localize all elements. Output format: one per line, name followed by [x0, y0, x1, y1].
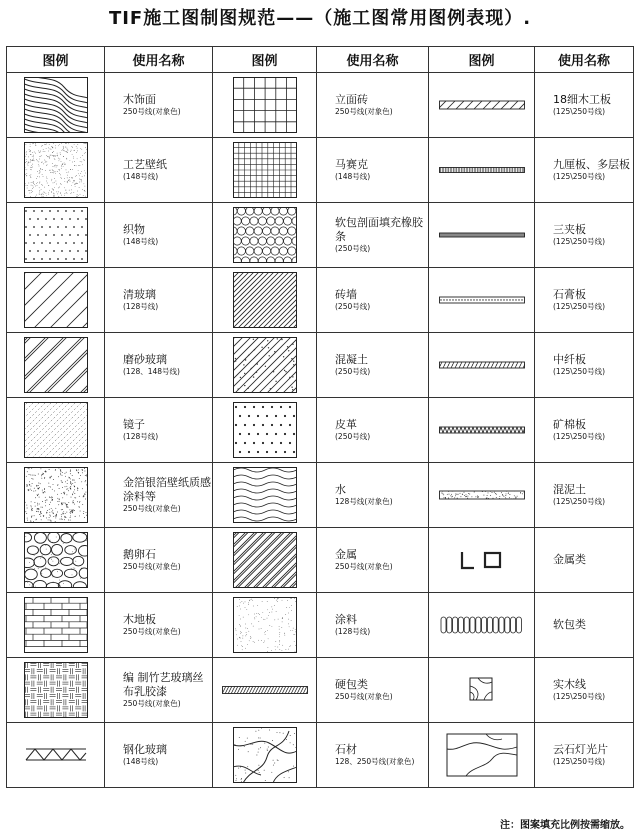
legend-table	[6, 46, 634, 788]
header-name: 使用名称	[535, 47, 634, 73]
line-spec: (125\250号线)	[553, 692, 606, 701]
line-spec: (148号线)	[123, 237, 159, 246]
material-name-cell	[317, 463, 429, 528]
line-spec: (125\250号线)	[553, 107, 606, 116]
diag-dense-swatch	[213, 268, 317, 333]
material-name: 混凝土	[335, 353, 368, 366]
legend-row	[7, 593, 634, 658]
material-name: 九厘板、多层板	[553, 158, 630, 171]
material-name-cell	[105, 463, 213, 528]
material-name: 18细木工板	[553, 93, 611, 106]
line-spec: 250号线(对象色)	[123, 504, 181, 513]
line-spec: (125\250号线)	[553, 172, 606, 181]
material-name-cell	[105, 333, 213, 398]
metal-swatch	[213, 528, 317, 593]
material-name: 镜子	[123, 418, 145, 431]
material-name: 矿棉板	[553, 418, 586, 431]
waves-swatch	[213, 463, 317, 528]
hard-pack-swatch	[213, 658, 317, 723]
board-dense-swatch	[429, 138, 535, 203]
material-name: 编 制竹艺玻璃丝布乳胶漆	[123, 671, 204, 698]
board-dots-swatch	[429, 268, 535, 333]
material-name: 金属	[335, 548, 357, 561]
material-name: 云石灯光片	[553, 743, 608, 756]
material-name: 石膏板	[553, 288, 586, 301]
line-spec: (125\250号线)	[553, 237, 606, 246]
material-name-cell	[317, 333, 429, 398]
legend-row	[7, 268, 634, 333]
line-spec: (128号线)	[123, 432, 159, 441]
material-name-cell	[317, 593, 429, 658]
line-spec: (125\250号线)	[553, 497, 606, 506]
line-spec: (125\250号线)	[553, 302, 606, 311]
line-spec: 128、250号线(对象色)	[335, 757, 415, 766]
material-name: 皮革	[335, 418, 357, 431]
line-spec: 250号线(对象色)	[123, 107, 181, 116]
material-name-cell	[317, 268, 429, 333]
dots-fine-swatch	[7, 138, 105, 203]
material-name: 石材	[335, 743, 357, 756]
floorboard-swatch	[7, 593, 105, 658]
line-spec: 128号线(对象色)	[335, 497, 393, 506]
tempered-swatch	[7, 723, 105, 788]
material-name-cell	[535, 268, 634, 333]
line-spec: 250号线(对象色)	[123, 627, 181, 636]
material-name: 硬包类	[335, 678, 368, 691]
header-legend: 图例	[213, 47, 317, 73]
material-name-cell	[535, 398, 634, 463]
concrete-swatch	[213, 333, 317, 398]
material-name: 木地板	[123, 613, 156, 626]
legend-row	[7, 398, 634, 463]
material-name-cell	[105, 593, 213, 658]
header-row	[7, 47, 634, 73]
speckle-swatch	[7, 463, 105, 528]
material-name-cell	[105, 723, 213, 788]
material-name-cell	[105, 398, 213, 463]
line-spec: 250号线(对象色)	[335, 107, 393, 116]
legend-row	[7, 658, 634, 723]
material-name: 磨砂玻璃	[123, 353, 167, 366]
material-name: 实木线	[553, 678, 586, 691]
material-name-cell	[535, 658, 634, 723]
material-name: 鹅卵石	[123, 548, 156, 561]
board-diag-swatch	[429, 73, 535, 138]
material-name-cell	[317, 723, 429, 788]
material-name: 软包剖面填充橡胶条	[335, 216, 423, 243]
material-name-cell	[535, 593, 634, 658]
wood-block-swatch	[429, 658, 535, 723]
material-name: 马赛克	[335, 158, 368, 171]
material-name-cell	[317, 398, 429, 463]
legend-row	[7, 73, 634, 138]
material-name-cell	[317, 73, 429, 138]
line-spec: (128号线)	[335, 627, 371, 636]
material-name: 砖墙	[335, 288, 357, 301]
paint-swatch	[213, 593, 317, 658]
material-name: 木饰面	[123, 93, 156, 106]
material-name-cell	[105, 528, 213, 593]
line-spec: (250号线)	[335, 432, 371, 441]
material-name: 中纤板	[553, 353, 586, 366]
metal-section-swatch	[429, 528, 535, 593]
material-name: 混泥土	[553, 483, 586, 496]
material-name-cell	[535, 138, 634, 203]
header-legend: 图例	[429, 47, 535, 73]
material-name: 三夹板	[553, 223, 586, 236]
material-name-cell	[105, 138, 213, 203]
header-name: 使用名称	[105, 47, 213, 73]
line-spec: (125\250号线)	[553, 757, 606, 766]
line-spec: (125\250号线)	[553, 367, 606, 376]
board-zigzag-swatch	[429, 398, 535, 463]
line-spec: (128号线)	[123, 302, 159, 311]
legend-row	[7, 528, 634, 593]
material-name: 清玻璃	[123, 288, 156, 301]
line-spec: (128、148号线)	[123, 367, 180, 376]
legend-row	[7, 463, 634, 528]
material-name: 立面砖	[335, 93, 368, 106]
wood-grain-swatch	[7, 73, 105, 138]
material-name-cell	[317, 658, 429, 723]
line-spec: 250号线(对象色)	[123, 699, 181, 708]
legend-row	[7, 203, 634, 268]
line-spec: (125\250号线)	[553, 432, 606, 441]
mirror-swatch	[7, 398, 105, 463]
material-name-cell	[317, 138, 429, 203]
material-name-cell	[317, 528, 429, 593]
material-name: 金箔银箔壁纸质感涂料等	[123, 476, 211, 503]
material-name-cell	[535, 723, 634, 788]
material-name-cell	[535, 528, 634, 593]
lightbox-swatch	[429, 723, 535, 788]
board-speckle-swatch	[429, 463, 535, 528]
material-name-cell	[535, 203, 634, 268]
material-name: 织物	[123, 223, 145, 236]
line-spec: (148号线)	[123, 757, 159, 766]
material-name: 工艺壁纸	[123, 158, 167, 171]
footnote: 注：图案填充比例按需缩放。	[500, 820, 630, 831]
material-name: 软包类	[553, 618, 586, 631]
material-name-cell	[535, 463, 634, 528]
material-name-cell	[105, 268, 213, 333]
material-name-cell	[105, 658, 213, 723]
hex-swatch	[213, 203, 317, 268]
legend-row	[7, 138, 634, 203]
legend-row	[7, 333, 634, 398]
page-title: TIF施工图制图规范——（施工图常用图例表现）.	[108, 8, 532, 29]
dots-sparse-swatch	[7, 203, 105, 268]
line-spec: 250号线(对象色)	[335, 692, 393, 701]
board-thin-swatch	[429, 203, 535, 268]
soft-pack-swatch	[429, 593, 535, 658]
line-spec: (148号线)	[123, 172, 159, 181]
material-name: 水	[335, 483, 346, 496]
header-legend: 图例	[7, 47, 105, 73]
grid-small-swatch	[213, 138, 317, 203]
material-name-cell	[317, 203, 429, 268]
material-name-cell	[535, 333, 634, 398]
line-spec: 250号线(对象色)	[335, 562, 393, 571]
stone-swatch	[213, 723, 317, 788]
header-name: 使用名称	[317, 47, 429, 73]
material-name-cell	[105, 73, 213, 138]
board-mixed-swatch	[429, 333, 535, 398]
material-name: 钢化玻璃	[123, 743, 167, 756]
pebbles-swatch	[7, 528, 105, 593]
material-name-cell	[535, 73, 634, 138]
line-spec: (250号线)	[335, 302, 371, 311]
line-spec: (250号线)	[335, 367, 371, 376]
material-name: 涂料	[335, 613, 357, 626]
diag-double-swatch	[7, 333, 105, 398]
material-name: 金属类	[553, 553, 586, 566]
grid-large-swatch	[213, 73, 317, 138]
line-spec: (250号线)	[335, 244, 371, 253]
line-spec: 250号线(对象色)	[123, 562, 181, 571]
weave-swatch	[7, 658, 105, 723]
material-name-cell	[105, 203, 213, 268]
diag-sparse-swatch	[7, 268, 105, 333]
line-spec: (148号线)	[335, 172, 371, 181]
leather-swatch	[213, 398, 317, 463]
legend-row	[7, 723, 634, 788]
